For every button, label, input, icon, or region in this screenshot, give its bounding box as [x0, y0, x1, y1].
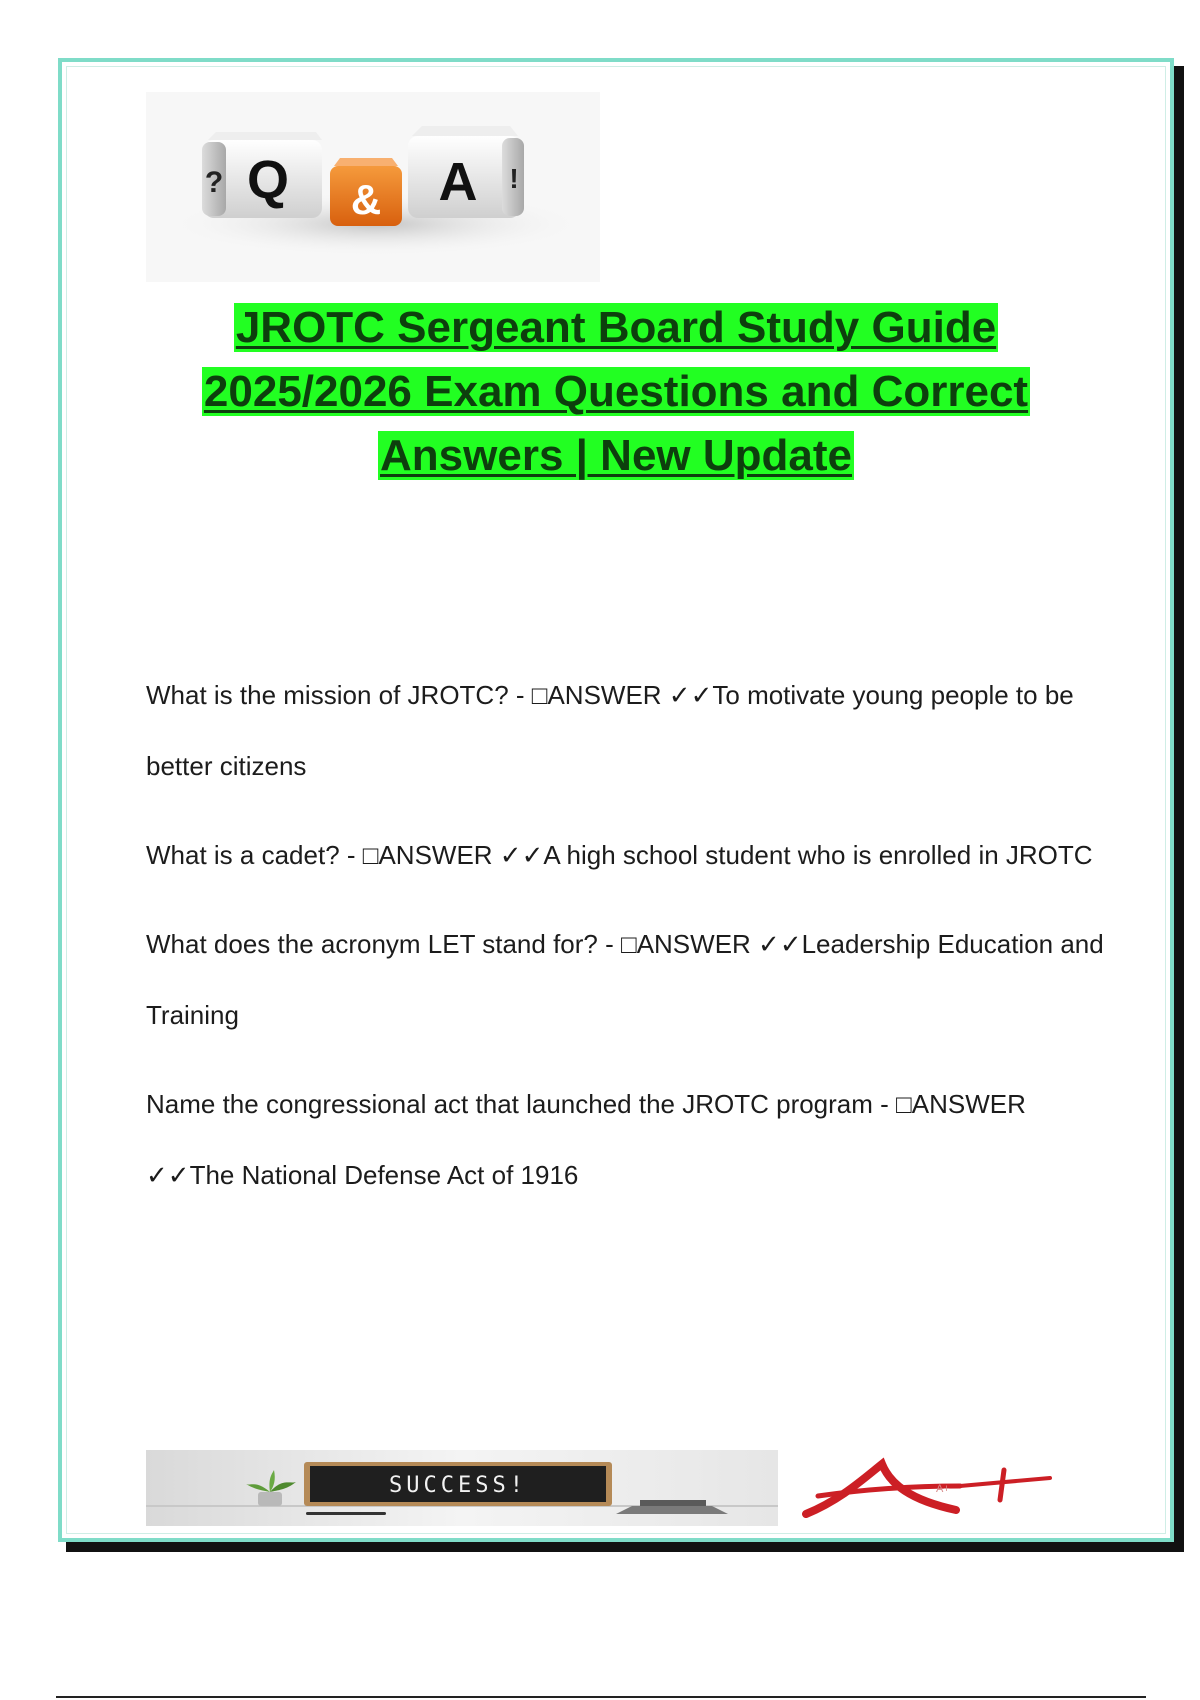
title-line-2: 2025/2026 Exam Questions and Correct [203, 367, 1029, 416]
title-line-3: Answers | New Update [380, 431, 852, 480]
a-die-icon [408, 126, 524, 218]
exclamation-mark-side: ! [509, 163, 519, 194]
answer-text: □ANSWER ✓✓The National Defense Act of 1916 [146, 1089, 1034, 1190]
success-banner-image [146, 1450, 778, 1526]
answer-text: □ANSWER ✓✓Leadership Education and Training [146, 929, 1111, 1030]
answer-text: □ANSWER ✓✓To motivate young people to be better citizens [146, 680, 1081, 781]
question-text: Name the congressional act that launched the JROTC program - [146, 1089, 897, 1119]
bottom-divider [56, 1696, 1146, 1698]
question-mark-side: ? [204, 166, 224, 199]
qa-dice-logo [146, 92, 600, 282]
ampersand-die-icon [330, 158, 402, 226]
qa-list [146, 660, 1111, 1229]
success-sign-text: SUCCESS! [389, 1473, 527, 1498]
qa-item [146, 1069, 1106, 1211]
a-plus-strokes [806, 1464, 1050, 1514]
chalkboard-sign [304, 1462, 612, 1506]
answer-text: □ANSWER ✓✓A high school student who is enrolled in JROTC [362, 840, 1093, 870]
question-text: What is the mission of JROTC? - [146, 680, 532, 710]
ampersand-die-letter: & [350, 176, 382, 223]
a-die-letter: A [438, 152, 478, 212]
q-die-icon [202, 132, 322, 218]
title-line-1: JROTC Sergeant Board Study Guide [235, 303, 997, 352]
question-text: What does the acronym LET stand for? - [146, 929, 621, 959]
qa-item [146, 660, 1106, 802]
question-text: What is a cadet? - [146, 840, 363, 870]
qa-item [146, 820, 1106, 891]
document-title [100, 296, 1132, 488]
a-plus-grade-logo [800, 1456, 1066, 1522]
q-die-letter: Q [246, 150, 290, 210]
a-plus-text: A+ [936, 1483, 950, 1495]
qa-item [146, 909, 1111, 1051]
pen-icon [306, 1512, 386, 1515]
